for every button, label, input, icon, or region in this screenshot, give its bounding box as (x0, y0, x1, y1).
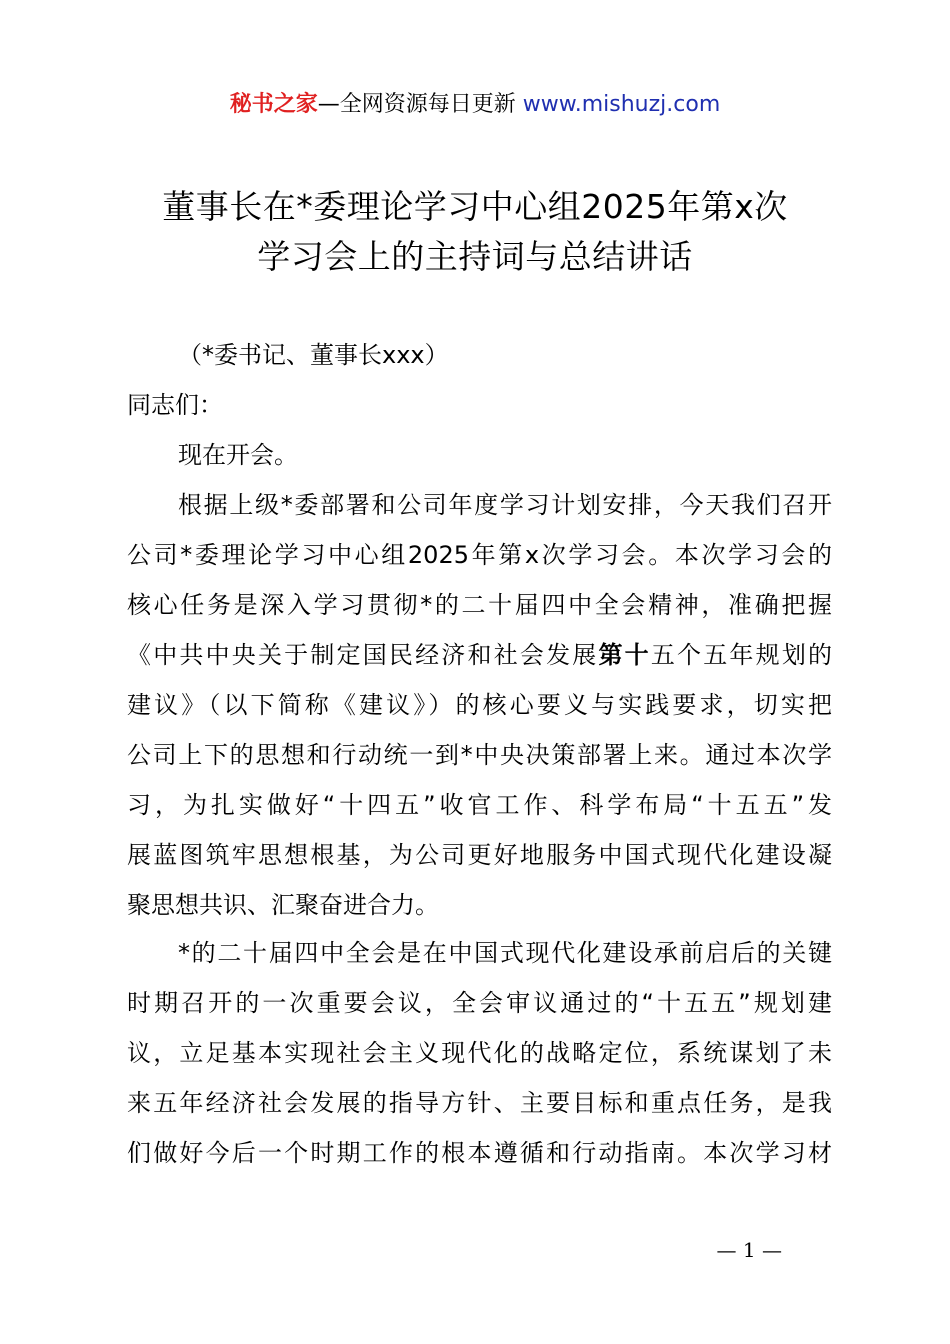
paragraph-line: 时期召开的一次重要会议，全会审议通过的“十五五”规划建 (127, 989, 832, 1017)
title-line-2: 学习会上的主持词与总结讲话 (257, 237, 693, 276)
salutation: 同志们： (127, 391, 223, 419)
line-text-tail: 五个五年规划的 (650, 641, 833, 669)
paragraph-3 (127, 928, 832, 1178)
paragraph-line: 聚思想共识、汇聚奋进合力。 (127, 891, 439, 919)
paragraph-line: 公司*委理论学习中心组2025年第x次学习会。本次学习会的 (127, 541, 832, 569)
paragraph-line: 来五年经济社会发展的指导方针、主要目标和重点任务，是我 (127, 1089, 832, 1117)
paragraph-line: 习，为扎实做好“十四五”收官工作、科学布局“十五五”发 (127, 791, 832, 819)
title-line-1: 董事长在*委理论学习中心组2025年第x次 (162, 187, 788, 226)
banner-tagline: —全网资源每日更新 (317, 92, 523, 117)
paragraph-line: 们做好今后一个时期工作的根本遵循和行动指南。本次学习材 (127, 1139, 832, 1167)
paragraph-1 (127, 430, 832, 480)
paragraph-2 (127, 480, 832, 930)
page-title (0, 182, 950, 282)
paragraph-line-with-bold (127, 630, 832, 680)
page-number (0, 1238, 950, 1262)
banner-url-link[interactable]: www.mishuzj.com (522, 92, 721, 117)
site-banner (0, 88, 950, 122)
paragraph-line: 展蓝图筑牢思想根基，为公司更好地服务中国式现代化建设凝 (127, 841, 832, 869)
paragraph-line: *的二十届四中全会是在中国式现代化建设承前启后的关键 (178, 939, 832, 967)
banner-brand: 秘书之家 (229, 92, 318, 117)
paragraph-line: 公司上下的思想和行动统一到*中央决策部署上来。通过本次学 (127, 741, 832, 769)
page-number-text: — 1 — (716, 1238, 782, 1262)
paragraph-line: 建议》（以下简称《建议》）的核心要义与实践要求，切实把 (127, 691, 832, 719)
byline: （*委书记、董事长xxx） (178, 341, 449, 369)
bold-phrase: 第十 (598, 641, 651, 669)
line-text: 《中共中央关于制定国民经济和社会发展 (127, 641, 599, 669)
paragraph-line: 现在开会。 (178, 441, 298, 469)
paragraph-line: 议，立足基本实现社会主义现代化的战略定位，系统谋划了未 (127, 1039, 832, 1067)
paragraph-line: 核心任务是深入学习贯彻*的二十届四中全会精神，准确把握 (127, 591, 832, 619)
paragraph-line: 根据上级*委部署和公司年度学习计划安排，今天我们召开 (178, 491, 832, 519)
